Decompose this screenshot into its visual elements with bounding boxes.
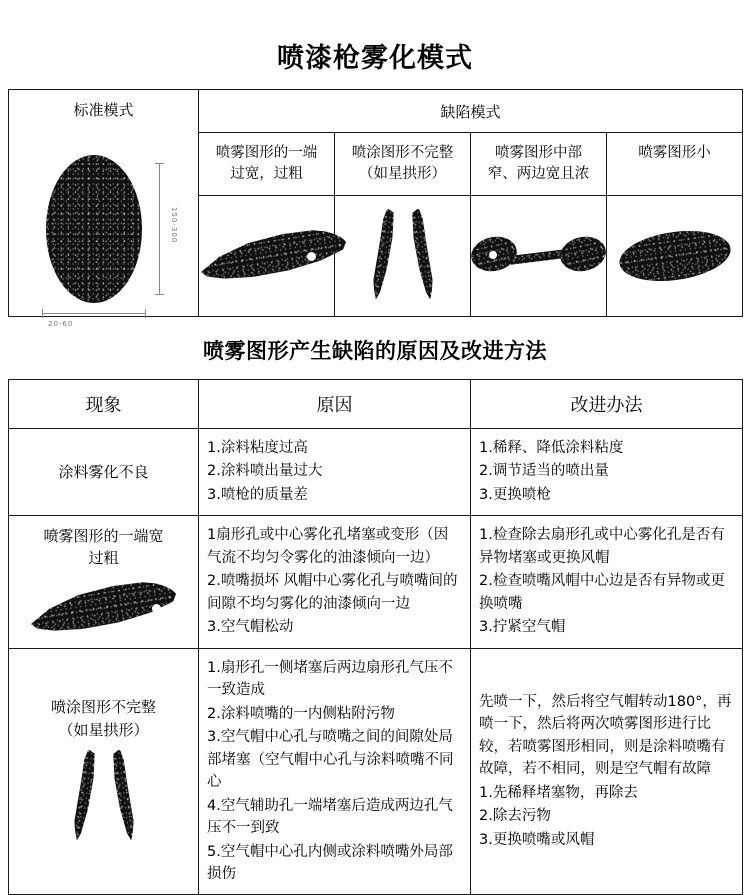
remedy-item: 2.检查喷嘴风帽中心边是否有异物或更换喷嘴 [479,573,725,612]
table-row [9,516,743,648]
defect-figure-cell-1 [335,196,471,317]
cause-item: 1.扇形孔一侧堵塞后两边扇形孔气压不一致造成 [207,659,453,699]
phenomenon-text-0-line-0: 涂料雾化不良 [58,462,149,481]
wing-right [405,207,439,305]
cause-list-0 [207,437,462,506]
wings-pattern-icon [361,208,445,304]
remedy-item: 3.拧紧空气帽 [479,619,566,636]
table-row [9,648,743,895]
page-title-2: 喷雾图形产生缺陷的原因及改进方法 [203,339,547,363]
cause-item: 3.喷枪的质量差 [207,486,308,503]
cause-item: 1.涂料粘度过高 [207,440,308,456]
dumbbell-end-right [557,233,609,276]
cause-item: 2.涂料喷嘴的一内侧粘附污物 [207,705,395,722]
remedy-item: 2.除去污物 [479,808,551,825]
page-title-1: 喷漆枪雾化模式 [277,43,473,74]
remedy-item: 1.检查除去扇形孔或中心雾化孔是否有异物堵塞或更换风帽 [479,527,725,566]
cause-cell-0 [199,429,471,516]
table2-header-row [9,380,743,429]
small-oval-figure-wrap [607,196,742,316]
defect-label-3-line-0: 喷雾图形小 [638,145,711,161]
defect-label-1 [335,133,471,196]
remedy-item: 1.先稀释堵塞物，再除去 [479,784,638,801]
crescent-pattern-icon [199,226,334,286]
wing-left [68,748,102,846]
defect-label-3 [607,133,743,196]
remedy-cell-0 [471,429,743,516]
standard-oval-pattern-icon [18,145,188,330]
remedy-intro-2 [479,691,734,781]
cause-item: 3.空气帽中心孔与喷嘴之间的间隙处局部堵塞（空气帽中心孔与涂料喷嘴不同心 [207,729,454,791]
dimension-line-vertical [159,163,160,295]
dimension-horizontal-label: 20-60 [48,320,74,328]
phenomenon-text-2-line-0: 喷涂图形不完整 [50,698,156,717]
wing-right [106,748,140,846]
remedy-cell-2 [471,648,743,895]
remedy-item: 2.调节适当的喷出量 [479,463,609,480]
header-standard-mode: 标准模式 [9,90,199,317]
dumbbell-pattern-icon [471,231,606,281]
cause-item: 5.空气帽中心孔内侧或涂料喷嘴外局部损伤 [207,843,453,882]
defect-label-1-line-1: （如星拱形） [359,166,446,183]
defect-label-0-line-0: 喷雾图形的一端 [215,145,318,161]
defect-figure-cell-0 [199,196,335,317]
remedy-intro-text: 先喷一下，然后将空气帽转动180°，再喷一下，然后将两次喷雾图形进行比较，若喷雾图形相同，则是涂料喷嘴有故障，若不相同，则是空气帽有故障 [479,693,732,778]
cause-item: 1扇形孔或中心雾化孔堵塞或变形（因气流不均匀令雾化的油漆倾向一边） [207,527,449,566]
cause-item: 2.涂料喷出量过大 [207,463,323,480]
dumbbell-void [489,251,497,259]
header-cause: 原因 [199,380,471,429]
standard-oval [46,155,142,303]
defect-label-2-line-1: 窄、两边宽且浓 [487,166,590,183]
cause-item: 4.空气辅助孔一端堵塞后造成两边孔气压不一到致 [207,797,453,837]
phenomenon-cell-0 [9,429,199,516]
header-phenomenon: 现象 [9,380,199,429]
phenomenon-figure-2 [62,749,146,845]
dimension-vertical-label: 150-300 [170,207,178,244]
standard-figure-holder [9,145,197,328]
defect-label-0 [199,133,335,196]
crescent-body [196,221,351,290]
phenomenon-text-2-line-1: （如星拱形） [58,720,149,739]
phenomenon-cell-2 [9,648,199,895]
cause-cell-2 [199,648,471,895]
table1-header-row [9,90,743,133]
remedy-list-1 [479,524,734,638]
phenomenon-text-1-line-1: 过粗 [88,549,119,568]
crescent-pattern-icon [29,578,179,638]
remedy-list-0 [479,437,734,506]
cause-cell-1 [199,516,471,648]
dumbbell-figure-wrap [471,196,606,316]
cause-list-2 [207,657,462,886]
remedy-item: 3.更换喷嘴或风帽 [479,831,595,848]
defect-label-0-line-1: 过宽，过粗 [230,166,303,183]
causes-remedies-table [8,379,743,895]
defect-label-1-line-0: 喷涂图形不完整 [351,145,454,161]
small-oval-pattern-icon [616,224,734,287]
phenomenon-cell-1 [9,516,199,648]
remedy-item: 1.稀释、降低涂料粘度 [479,440,624,456]
dimension-line-horizontal [42,313,146,314]
header-defect-mode: 缺陷模式 [199,90,743,133]
defect-figure-cell-2 [471,196,607,317]
wings-figure-wrap [335,196,470,316]
table-row [9,429,743,516]
cause-list-1 [207,524,462,638]
remedy-cell-1 [471,516,743,648]
header-remedy: 改进办法 [471,380,743,429]
remedy-item: 3.更换喷枪 [479,486,551,503]
remedy-list-2 [479,782,734,851]
phenomenon-text-1-line-0: 喷雾图形的一端宽 [43,526,164,545]
cause-item: 3.空气帽松动 [207,619,294,636]
defect-label-2 [471,133,607,196]
crescent-void [152,604,161,613]
wing-left [367,207,401,305]
defect-figure-cell-3 [607,196,743,317]
wings-pattern-icon [62,749,146,845]
phenomenon-figure-1 [29,578,179,638]
defect-label-2-line-0: 喷雾图形中部 [495,145,582,161]
crescent-void [307,252,316,261]
crescent-figure-wrap [199,196,334,316]
cause-item: 2.喷嘴损坏 风帽中心雾化孔与喷嘴间的间隙不均匀雾化的油漆倾向一边 [207,573,458,612]
